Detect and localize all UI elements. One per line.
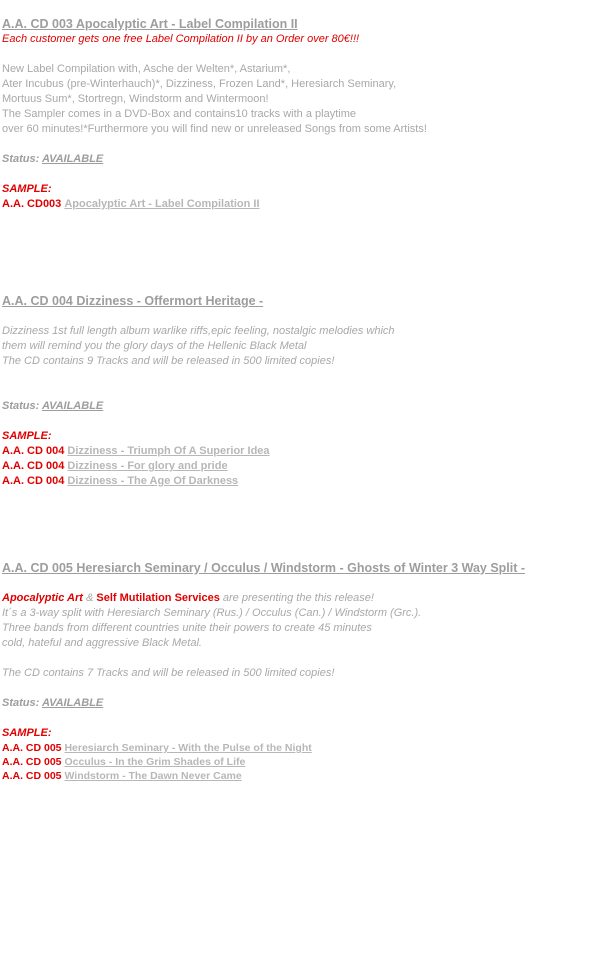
catalog-code: A.A. CD 004 xyxy=(2,460,65,472)
description-line: It´s a 3-way split with Heresiarch Seminary (Rus.) / Occulus (Can.) / Windstorm (Grc.). xyxy=(2,607,422,619)
status-available-link[interactable]: AVAILABLE xyxy=(41,697,104,709)
status-label: Status: xyxy=(2,153,40,165)
sample-track xyxy=(2,474,606,489)
release-cd004 xyxy=(2,294,606,489)
sample-link[interactable]: Dizziness - The Age Of Darkness xyxy=(67,475,239,487)
label-name-apocalyptic-art: Apocalyptic Art xyxy=(2,592,83,604)
description-line: The CD contains 9 Tracks and will be released in 500 limited copies! xyxy=(2,355,335,367)
sample-track xyxy=(2,755,606,769)
sample-link[interactable]: Windstorm - The Dawn Never Came xyxy=(64,770,242,782)
sample-label: SAMPLE: xyxy=(2,727,52,739)
status-available-link[interactable]: AVAILABLE xyxy=(41,400,104,412)
label-name-self-mutilation: Self Mutilation Services xyxy=(96,592,220,604)
release-title: A.A. CD 005 Heresiarch Seminary / Occulus / Windstorm - Ghosts of Winter 3 Way Split - xyxy=(2,561,526,575)
description-line: Dizziness 1st full length album warlike riffs,epic feeling, nostalgic melodies which xyxy=(2,325,395,337)
catalog-code: A.A. CD 005 xyxy=(2,742,62,754)
sample-track xyxy=(2,741,606,755)
description-line: over 60 minutes!*Furthermore you will find new or unreleased Songs from some Artists! xyxy=(2,123,427,135)
release-cd005 xyxy=(2,561,606,783)
catalog-code: A.A. CD 004 xyxy=(2,475,65,487)
description-line: The CD contains 7 Tracks and will be released in 500 limited copies! xyxy=(2,667,335,679)
catalog-code: A.A. CD 005 xyxy=(2,770,62,782)
sample-track xyxy=(2,444,606,459)
description-line: cold, hateful and aggressive Black Metal. xyxy=(2,637,202,649)
sample-link[interactable]: Dizziness - For glory and pride xyxy=(67,460,228,472)
description-line: Mortuus Sum*, Stortregn, Windstorm and Wintermoon! xyxy=(2,93,269,105)
description-line: Three bands from different countries unite their powers to create 45 minutes xyxy=(2,622,372,634)
description-line: them will remind you the glory days of the Hellenic Black Metal xyxy=(2,340,307,352)
status-line xyxy=(2,152,606,167)
status-available-link[interactable]: AVAILABLE xyxy=(41,153,104,165)
catalog-code: A.A. CD003 xyxy=(2,198,62,210)
intro-line xyxy=(2,591,606,606)
release-cd003 xyxy=(2,17,606,212)
status-line xyxy=(2,399,606,414)
sample-link[interactable]: Heresiarch Seminary - With the Pulse of the Night xyxy=(64,742,312,754)
description-line: New Label Compilation with, Asche der Welten*, Astarium*, xyxy=(2,63,291,75)
release-title: A.A. CD 003 Apocalyptic Art - Label Compilation II xyxy=(2,17,298,31)
sample-track xyxy=(2,197,606,212)
sample-label: SAMPLE: xyxy=(2,183,52,195)
description-line: The Sampler comes in a DVD-Box and contains10 tracks with a playtime xyxy=(2,108,356,120)
sample-track xyxy=(2,459,606,474)
catalog-code: A.A. CD 004 xyxy=(2,445,65,457)
sample-track xyxy=(2,769,606,783)
sample-label: SAMPLE: xyxy=(2,430,52,442)
sample-link[interactable]: Occulus - In the Grim Shades of Life xyxy=(64,756,246,768)
description-line: Ater Incubus (pre-Winterhauch)*, Dizziness, Frozen Land*, Heresiarch Seminary, xyxy=(2,78,397,90)
release-title: A.A. CD 004 Dizziness - Offermort Heritage - xyxy=(2,294,264,308)
sample-link[interactable]: Apocalyptic Art - Label Compilation II xyxy=(64,198,260,210)
intro-text: are presenting the this release! xyxy=(222,592,374,604)
status-label: Status: xyxy=(2,400,40,412)
status-label: Status: xyxy=(2,697,40,709)
ampersand: & xyxy=(85,592,94,604)
status-line xyxy=(2,696,606,711)
catalog-code: A.A. CD 005 xyxy=(2,756,62,768)
sample-link[interactable]: Dizziness - Triumph Of A Superior Idea xyxy=(67,445,270,457)
promo-tagline: Each customer gets one free Label Compilation II by an Order over 80€!!! xyxy=(2,33,360,45)
